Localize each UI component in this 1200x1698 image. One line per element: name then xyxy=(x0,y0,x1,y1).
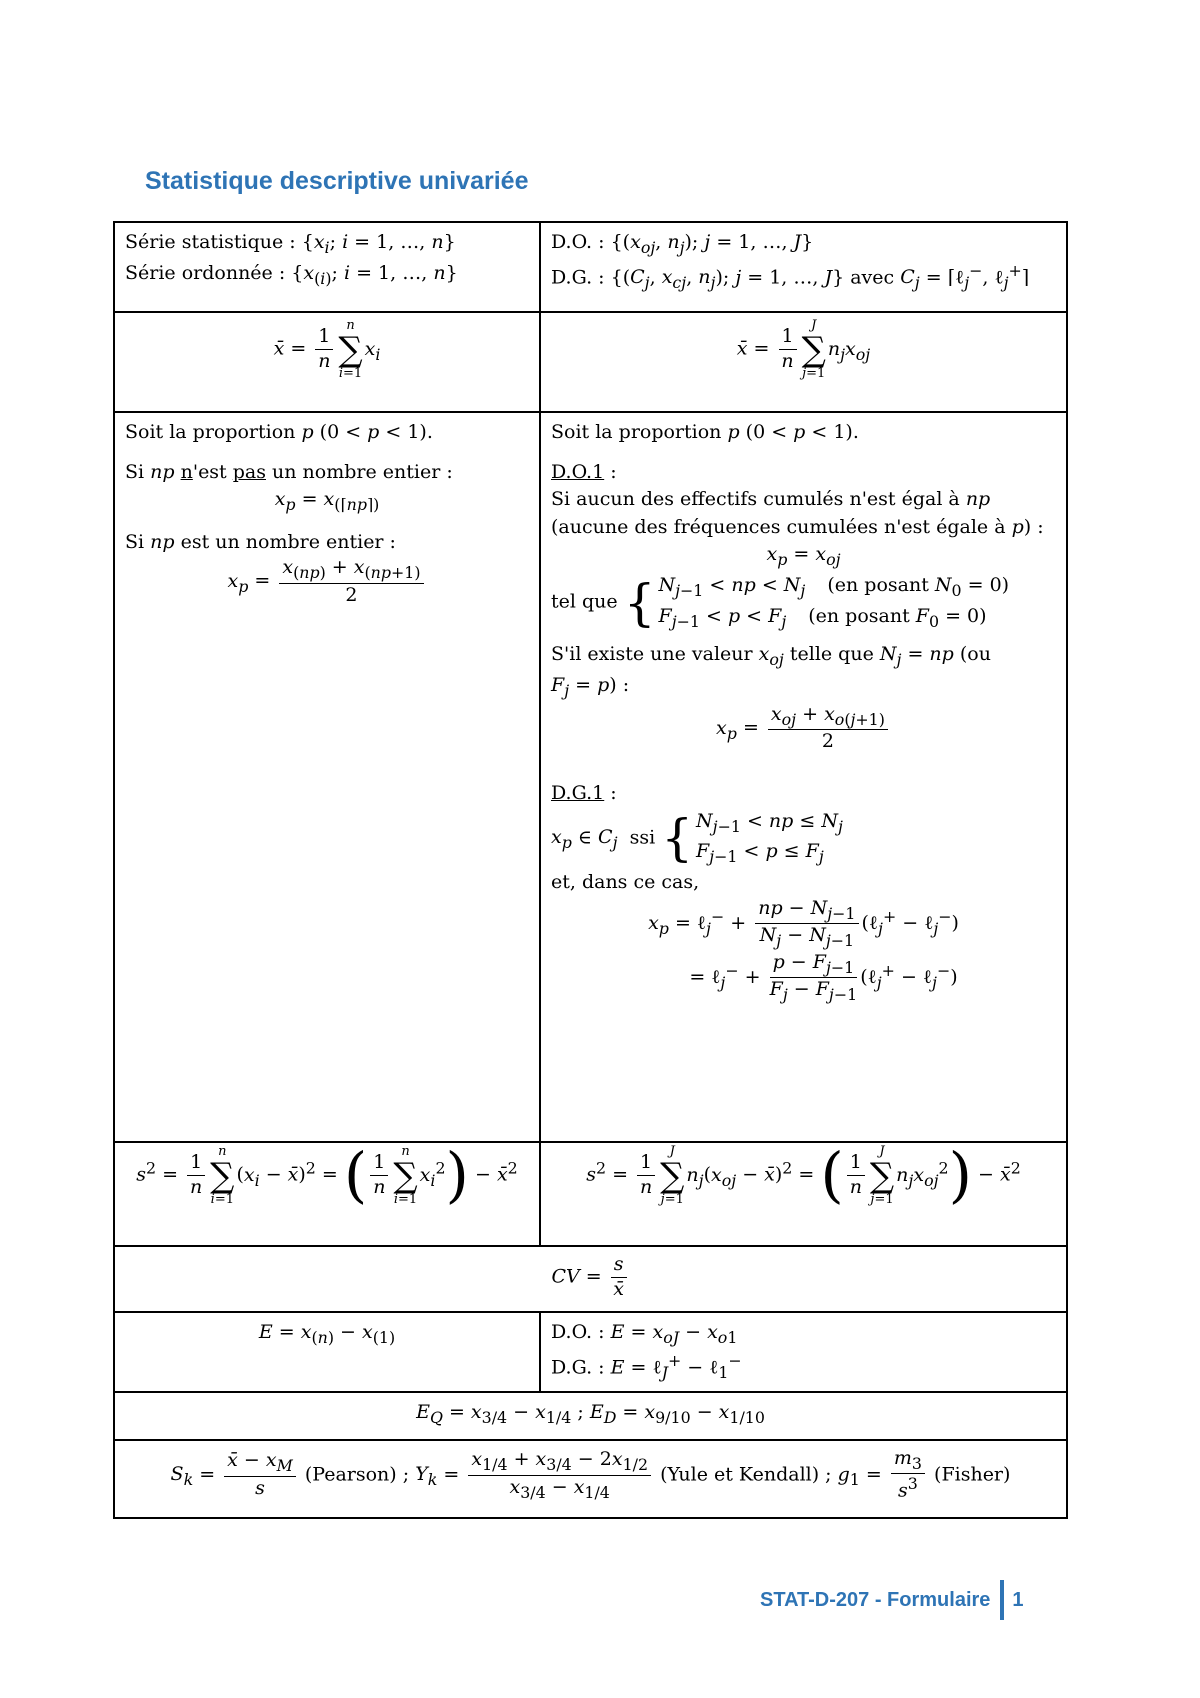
page-title: Statistique descriptive univariée xyxy=(145,167,529,195)
dg1-label: D.G.1 xyxy=(551,782,605,805)
footer-label: STAT-D-207 - Formulaire xyxy=(760,1588,991,1611)
serie-statistique-label: Série statistique : xyxy=(125,231,296,253)
cell-variance-right: $s^2$ = $\frac{1}{n}$ J ∑ j=1 $n_j(x_{oj}$ − x̄)$^2$ = ( $\frac{1}{n}$ J ∑ j=1 $n_jx_{oj}^2$) − x̄$^2$ xyxy=(540,1142,1067,1246)
row-quantile xyxy=(114,412,1067,1142)
cell-quantile-right: Soit la proportion p (0 < p < 1). D.O.1 : Si aucun des effectifs cumulés n'est égal à np (aucune des fréquences cumulées n'est égale à p) : $x_p = x_{oj}$ tel que { $N_{j-1}$ < np < $N_j$ (en posant $N_0 = 0$) $F_{j-1} < p < F_j$ (en posant $F_0 = 0$) S'il existe une valeur $x_{oj}$ telle que $N_j$ = np (ou $F_j = p$) : $x_p$ = $\frac{x_{oj} + x_{o(j+1)}}{2}$ D.G.1 : $x_p$ ∈ $C_j$ ssi { $N_{j-1}$ < np ≤ $N_j$ $F_{j-1} < p \le F_j$ et, dans ce cas, $x_p$ = ℓ$_j$− + $\frac{np - N_{j-1}}{N_j - N_{j-1}}$ (ℓ$_j$+ − ℓ$_j$−) = ℓ$_j$− + $\frac{p - F_{j-1}}{F_j - F_{j-1}}$ (ℓ$_j$+ − ℓ$_j$−) xyxy=(540,412,1067,1142)
cell-skewness: $S_k$ = $\frac{x̄ - x_M}{s}$ (Pearson) ; $Y_k$ = $\frac{x_{1/4} + x_{3/4} - 2x_{1/2}}{x_{3/4} - x_{1/4}}$ (Yule et Kendall) ; $g_1$ = $\frac{m_3}{s^3}$ (Fisher) xyxy=(114,1440,1067,1518)
cell-mean-right: x̄ = $\frac{1}{n}$ J ∑ j=1 $n_jx_{oj}$ xyxy=(540,312,1067,412)
row-skewness xyxy=(114,1440,1067,1518)
cell-quantile-left: Soit la proportion p (0 < p < 1). Si np n'est pas un nombre entier : $x_p = x_{(⌈np⌉)}$ Si np est un nombre entier : $x_p$ = $\frac{x_{(np)} + x_{(np+1)}}{2}$ xyxy=(114,412,540,1142)
cell-range-left: $E = x_{(n)} - x_{(1)}$ xyxy=(114,1312,540,1392)
cell-interquantile: $E_Q = x_{3/4} - x_{1/4}$ ; $E_D = x_{9/10} - x_{1/10}$ xyxy=(114,1392,1067,1440)
row-cv xyxy=(114,1246,1067,1312)
row-variance xyxy=(114,1142,1067,1246)
page-footer xyxy=(760,1580,1024,1620)
do-label: D.O. : xyxy=(551,231,605,253)
dg-label: D.G. : xyxy=(551,266,605,289)
footer-divider xyxy=(1000,1580,1004,1620)
cell-series-left: Série statistique : {$x_i$; i = 1, …, n} Série ordonnée : {$x_{(i)}$; i = 1, …, n} xyxy=(114,222,540,312)
cell-range-right: D.O. : $E = x_{oJ} - x_{o1}$ D.G. : E = ℓ$_J$+ − ℓ$_1$− xyxy=(540,1312,1067,1392)
row-mean xyxy=(114,312,1067,412)
page-number: 1 xyxy=(1012,1588,1024,1611)
cell-cv: CV = $\frac{s}{x̄}$ xyxy=(114,1246,1067,1312)
cell-variance-left: $s^2$ = $\frac{1}{n}$ n ∑ i=1 ($x_i$ − x̄)$^2$ = ( $\frac{1}{n}$ n ∑ i=1 $x_i^2$) − x̄$^2$ xyxy=(114,1142,540,1246)
serie-ordonnee-label: Série ordonnée : xyxy=(125,261,286,284)
row-range xyxy=(114,1312,1067,1392)
do1-label: D.O.1 xyxy=(551,460,605,483)
cell-series-right: D.O. : {($x_{oj}$, $n_j$); j = 1, …, J} D.G. : {($C_j$, $x_{cj}$, $n_j$); j = 1, …, J} avec $C_j$ = ⌈ℓ$_j$−, ℓ$_j$+⌉ xyxy=(540,222,1067,312)
row-series-definition xyxy=(114,222,1067,312)
formula-table xyxy=(113,221,1068,1519)
cell-mean-left: x̄ = $\frac{1}{n}$ n ∑ i=1 $x_i$ xyxy=(114,312,540,412)
row-interquantile xyxy=(114,1392,1067,1440)
avec-text: avec xyxy=(850,266,895,289)
